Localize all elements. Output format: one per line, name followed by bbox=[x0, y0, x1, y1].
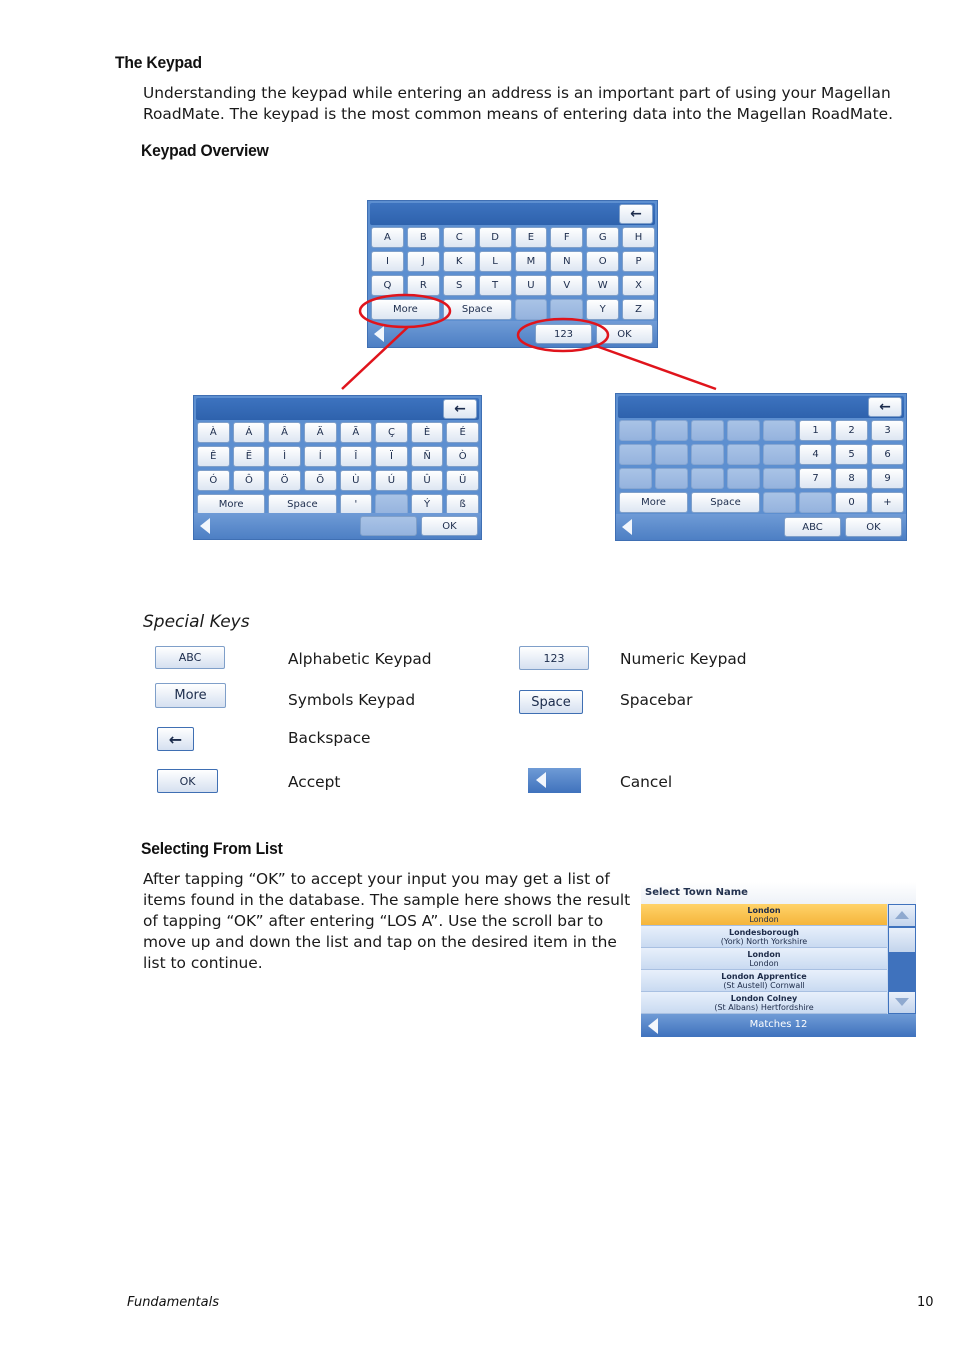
symbol-key[interactable]: Ï bbox=[375, 446, 408, 467]
key-i[interactable]: I bbox=[371, 251, 404, 272]
blank-key bbox=[691, 444, 724, 465]
symbols-key-grid bbox=[197, 422, 479, 515]
symbol-key[interactable]: Ú bbox=[375, 470, 408, 491]
blank-key bbox=[619, 468, 652, 489]
symbol-key[interactable]: É bbox=[446, 422, 479, 443]
digit-key-6[interactable]: 6 bbox=[871, 444, 904, 465]
symbol-key[interactable]: Ý bbox=[411, 494, 444, 515]
digit-key-7[interactable]: 7 bbox=[799, 468, 832, 489]
digit-key-0[interactable]: 0 bbox=[835, 492, 868, 513]
key-s[interactable]: S bbox=[443, 275, 476, 296]
list-item[interactable] bbox=[641, 992, 887, 1014]
blank-key bbox=[619, 444, 652, 465]
cancel-icon[interactable] bbox=[200, 518, 210, 534]
scroll-up-icon bbox=[895, 911, 909, 919]
special-keys-heading: Special Keys bbox=[143, 612, 250, 632]
symbols-keypad-label: Symbols Keypad bbox=[288, 691, 416, 709]
backspace-icon: ← bbox=[630, 206, 642, 222]
scrollbar[interactable] bbox=[888, 904, 916, 1014]
list-item[interactable] bbox=[641, 926, 887, 948]
numeric-key-icon: 123 bbox=[519, 646, 589, 670]
spacebar-label: Spacebar bbox=[620, 691, 693, 709]
matches-count: Matches 12 bbox=[749, 1019, 808, 1030]
symbol-key[interactable]: À bbox=[197, 422, 230, 443]
more-key-icon: More bbox=[155, 683, 226, 708]
list-item[interactable] bbox=[641, 970, 887, 992]
key-e[interactable]: E bbox=[515, 227, 548, 248]
digit-key-2[interactable]: 2 bbox=[835, 420, 868, 441]
key-x[interactable]: X bbox=[622, 275, 655, 296]
blank-key bbox=[763, 420, 796, 441]
ok-key-icon: OK bbox=[157, 769, 218, 793]
list-item-town: London Apprentice bbox=[721, 971, 807, 981]
symbol-key[interactable]: Ê bbox=[197, 446, 230, 467]
selecting-line-4: move up and down the list and tap on the desired item in the bbox=[143, 933, 617, 951]
key-l[interactable]: L bbox=[479, 251, 512, 272]
digit-key-5[interactable]: 5 bbox=[835, 444, 868, 465]
digit-key-1[interactable]: 1 bbox=[799, 420, 832, 441]
symbol-key[interactable]: Ã bbox=[340, 422, 373, 443]
intro-line-1: Understanding the keypad while entering an address is an important part of using your Magellan bbox=[143, 84, 891, 102]
symbol-key[interactable]: Ù bbox=[340, 470, 373, 491]
cancel-label: Cancel bbox=[620, 773, 673, 791]
alphabetic-keypad-label: Alphabetic Keypad bbox=[288, 650, 432, 668]
list-item-region: (St Albans) Hertfordshire bbox=[714, 1002, 814, 1012]
symbols-bottom-bar bbox=[194, 513, 481, 539]
key-d[interactable]: D bbox=[479, 227, 512, 248]
list-item-town: London Colney bbox=[730, 993, 798, 1003]
list-item-region: (St Austell) Cornwall bbox=[723, 980, 805, 990]
scroll-down-button[interactable] bbox=[889, 992, 915, 1013]
more-button[interactable]: More bbox=[371, 299, 440, 320]
blank-key bbox=[763, 444, 796, 465]
list-item[interactable] bbox=[641, 904, 887, 926]
blank-key bbox=[375, 494, 408, 515]
plus-key[interactable]: + bbox=[871, 492, 904, 513]
list-item-region: London bbox=[749, 958, 779, 968]
blank-key bbox=[799, 492, 832, 513]
blank-key bbox=[655, 468, 688, 489]
numeric-keypad-button[interactable]: 123 bbox=[535, 324, 592, 344]
key-y[interactable]: Y bbox=[586, 299, 619, 320]
symbol-key[interactable]: Á bbox=[233, 422, 266, 443]
list-item-town: London bbox=[747, 949, 781, 959]
blank-button bbox=[360, 516, 417, 536]
space-button[interactable]: Space bbox=[443, 299, 512, 320]
cancel-key-icon bbox=[528, 768, 581, 793]
overview-heading: Keypad Overview bbox=[141, 141, 269, 160]
symbol-key[interactable]: Ä bbox=[304, 422, 337, 443]
symbol-key[interactable]: Ó bbox=[197, 470, 230, 491]
key-u[interactable]: U bbox=[515, 275, 548, 296]
abc-key-icon: ABC bbox=[155, 646, 225, 669]
symbol-key[interactable]: Ü bbox=[446, 470, 479, 491]
symbol-key[interactable]: Ì bbox=[268, 446, 301, 467]
key-r[interactable]: R bbox=[407, 275, 440, 296]
intro-line-2: RoadMate. The keypad is the most common means of entering data into the Magellan RoadMate. bbox=[143, 105, 893, 123]
digit-key-9[interactable]: 9 bbox=[871, 468, 904, 489]
accept-label: Accept bbox=[288, 773, 341, 791]
space-key-icon: Space bbox=[519, 690, 583, 714]
digit-key-3[interactable]: 3 bbox=[871, 420, 904, 441]
symbol-key[interactable]: Î bbox=[340, 446, 373, 467]
annotation-overlay bbox=[0, 0, 954, 420]
list-item-region: (York) North Yorkshire bbox=[720, 936, 808, 946]
key-f[interactable]: F bbox=[550, 227, 583, 248]
key-j[interactable]: J bbox=[407, 251, 440, 272]
backspace-key-icon bbox=[157, 727, 194, 751]
key-w[interactable]: W bbox=[586, 275, 619, 296]
backspace-icon: ← bbox=[454, 401, 466, 417]
symbol-key[interactable]: Ç bbox=[375, 422, 408, 443]
page-heading: The Keypad bbox=[115, 53, 202, 72]
blank-key bbox=[727, 444, 760, 465]
blank-key bbox=[727, 468, 760, 489]
key-q[interactable]: Q bbox=[371, 275, 404, 296]
key-p[interactable]: P bbox=[622, 251, 655, 272]
list-title: Select Town Name bbox=[641, 882, 916, 904]
more-button[interactable]: More bbox=[619, 492, 688, 513]
key-n[interactable]: N bbox=[550, 251, 583, 272]
scroll-thumb[interactable] bbox=[889, 928, 915, 952]
list-item[interactable] bbox=[641, 948, 887, 970]
blank-key bbox=[655, 420, 688, 441]
symbol-key[interactable]: Û bbox=[411, 470, 444, 491]
ok-button[interactable]: OK bbox=[845, 517, 902, 537]
selecting-heading: Selecting From List bbox=[141, 839, 283, 858]
symbol-key[interactable]: Â bbox=[268, 422, 301, 443]
space-button[interactable]: Space bbox=[691, 492, 760, 513]
scroll-up-button[interactable] bbox=[889, 905, 915, 926]
symbol-key[interactable]: ß bbox=[446, 494, 479, 515]
key-a[interactable]: A bbox=[371, 227, 404, 248]
key-z[interactable]: Z bbox=[622, 299, 655, 320]
key-o[interactable]: O bbox=[586, 251, 619, 272]
list-bottom-bar bbox=[641, 1014, 916, 1037]
more-pointer-line bbox=[342, 327, 408, 389]
key-t[interactable]: T bbox=[479, 275, 512, 296]
space-button[interactable]: Space bbox=[268, 494, 336, 515]
digit-key-8[interactable]: 8 bbox=[835, 468, 868, 489]
backspace-label: Backspace bbox=[288, 729, 371, 747]
numeric-key-grid bbox=[619, 420, 904, 513]
ok-button[interactable]: OK bbox=[596, 324, 653, 344]
digit-key-4[interactable]: 4 bbox=[799, 444, 832, 465]
symbol-key[interactable]: Í bbox=[304, 446, 337, 467]
blank-key bbox=[763, 492, 796, 513]
symbol-key[interactable]: È bbox=[411, 422, 444, 443]
symbol-key[interactable]: Ô bbox=[233, 470, 266, 491]
numeric-pointer-line bbox=[596, 346, 716, 389]
key-v[interactable]: V bbox=[550, 275, 583, 296]
list-item-town: Londesborough bbox=[729, 927, 799, 937]
symbol-key[interactable]: Ò bbox=[446, 446, 479, 467]
selecting-line-1: After tapping “OK” to accept your input you may get a list of bbox=[143, 870, 610, 888]
blank-key bbox=[691, 468, 724, 489]
cancel-icon[interactable] bbox=[622, 519, 632, 535]
more-highlight-circle bbox=[360, 295, 450, 327]
ok-button[interactable]: OK bbox=[421, 516, 478, 536]
symbol-key[interactable]: Ë bbox=[233, 446, 266, 467]
selecting-line-3: of tapping “OK” after entering “LOS A”. Use the scroll bar to bbox=[143, 912, 604, 930]
cancel-icon bbox=[536, 772, 546, 788]
symbol-key[interactable]: Ñ bbox=[411, 446, 444, 467]
alphabetic-keypad-button[interactable]: ABC bbox=[784, 517, 841, 537]
footer-section: Fundamentals bbox=[127, 1295, 219, 1310]
blank-key bbox=[763, 468, 796, 489]
blank-key bbox=[727, 420, 760, 441]
selecting-line-5: list to continue. bbox=[143, 954, 263, 972]
symbol-key[interactable]: Õ bbox=[304, 470, 337, 491]
blank-key bbox=[691, 420, 724, 441]
key-c[interactable]: C bbox=[443, 227, 476, 248]
key-g[interactable]: G bbox=[586, 227, 619, 248]
page-number: 10 bbox=[917, 1295, 934, 1310]
numeric-highlight-circle bbox=[518, 319, 608, 351]
list-item-town: London bbox=[747, 905, 781, 915]
key-m[interactable]: M bbox=[515, 251, 548, 272]
key-b[interactable]: B bbox=[407, 227, 440, 248]
list-item-region: London bbox=[749, 914, 779, 924]
more-button[interactable]: More bbox=[197, 494, 265, 515]
selecting-line-2: items found in the database. The sample here shows the result bbox=[143, 891, 631, 909]
backspace-icon: ← bbox=[879, 399, 891, 415]
numeric-keypad-label: Numeric Keypad bbox=[620, 650, 747, 668]
key-h[interactable]: H bbox=[622, 227, 655, 248]
blank-key bbox=[655, 444, 688, 465]
blank-key bbox=[619, 420, 652, 441]
scroll-down-icon bbox=[895, 998, 909, 1006]
numeric-bottom-bar bbox=[616, 514, 906, 540]
backspace-icon: ← bbox=[168, 729, 183, 749]
symbol-key[interactable]: Ö bbox=[268, 470, 301, 491]
key-k[interactable]: K bbox=[443, 251, 476, 272]
apostrophe-key[interactable]: ' bbox=[340, 494, 373, 515]
town-list-screen bbox=[641, 882, 916, 1037]
